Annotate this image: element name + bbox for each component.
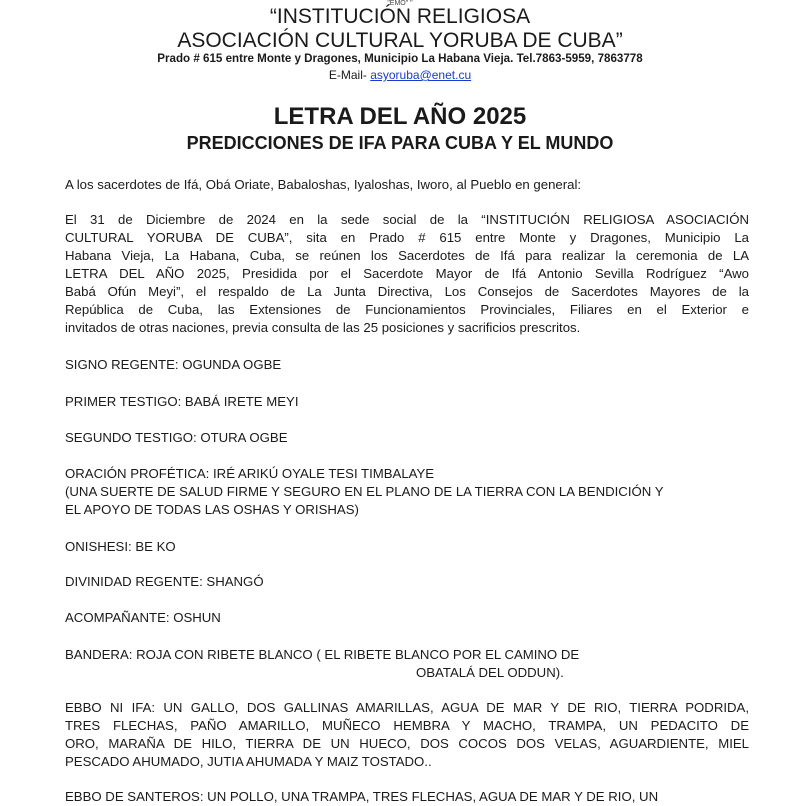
institution-name-line1: “INSTITUCIÓN RELIGIOSA bbox=[269, 5, 531, 28]
bandera: BANDERA: ROJA CON RIBETE BLANCO ( EL RIBETE BLANCO POR EL CAMINO DE bbox=[65, 647, 580, 662]
oracion-profetica: ORACIÓN PROFÉTICA: IRÉ ARIKÚ OYALE TESI TIMBALAYE bbox=[65, 466, 435, 481]
onishesi: ONISHESI: BE KO bbox=[65, 539, 176, 554]
intro-line: LETRA DEL AÑO 2025, Presidida por el Sacerdote Mayor de Ifá Antonio Sevilla Rodríguez “Awo bbox=[65, 266, 749, 281]
ebbo-ifa-line: TRES FLECHAS, PAÑO AMARILLO, MUÑECO HEMBRA Y MACHO, TRAMPA, UN PEDACITO DE bbox=[65, 718, 749, 733]
document-title: LETRA DEL AÑO 2025 bbox=[273, 103, 527, 130]
email-label: E-Mail- bbox=[328, 68, 367, 82]
oracion-translation-line2: EL APOYO DE TODAS LAS OSHAS Y ORISHAS) bbox=[65, 502, 359, 517]
intro-line: República de Cuba, las Extensiones de Funcionamientos Provinciales, Filiares en el Exterior e bbox=[65, 302, 749, 317]
header-top-mark: "EMO" " bbox=[387, 0, 413, 7]
institution-name-line2: ASOCIACIÓN CULTURAL YORUBA DE CUBA” bbox=[177, 29, 623, 52]
bandera-continuation: OBATALÁ DEL ODDUN). bbox=[416, 665, 564, 680]
oracion-translation-line1: (UNA SUERTE DE SALUD FIRME Y SEGURO EN EL PLANO DE LA TIERRA CON LA BENDICIÓN Y bbox=[65, 484, 664, 499]
ebbo-ifa-line: ORO, MARAÑA DE HILO, TIERRA DE UN HUECO, DOS COCOS DOS VELAS, AGUARDIENTE, MIEL bbox=[65, 736, 749, 751]
intro-line: El 31 de Diciembre de 2024 en la sede social de la “INSTITUCIÓN RELIGIOSA ASOCIACIÓN bbox=[65, 212, 749, 227]
acompanante: ACOMPAÑANTE: OSHUN bbox=[65, 610, 221, 625]
primer-testigo: PRIMER TESTIGO: BABÁ IRETE MEYI bbox=[65, 394, 299, 409]
greeting: A los sacerdotes de Ifá, Obá Oriate, Babaloshas, Iyaloshas, Iworo, al Pueblo en general: bbox=[65, 177, 582, 192]
intro-line: CULTURAL YORUBA DE CUBA”, sita en Prado # 615 entre Monte y Dragones, Municipio La bbox=[65, 230, 749, 245]
signo-regente: SIGNO REGENTE: OGUNDA OGBE bbox=[65, 357, 282, 372]
email-line bbox=[0, 68, 800, 82]
document-subtitle: PREDICCIONES DE IFA PARA CUBA Y EL MUNDO bbox=[186, 133, 614, 153]
email-link[interactable]: asyoruba@enet.cu bbox=[370, 68, 472, 82]
intro-line: Babá Ofún Meyi”, el respaldo de La Junta Directiva, Los Consejos de Sacerdotes Mayores de la bbox=[65, 284, 749, 299]
divinidad-regente: DIVINIDAD REGENTE: SHANGÓ bbox=[65, 574, 264, 589]
intro-paragraph bbox=[65, 211, 749, 337]
segundo-testigo: SEGUNDO TESTIGO: OTURA OGBE bbox=[65, 430, 288, 445]
ebbo-ifa-paragraph bbox=[65, 699, 749, 771]
intro-line: Habana Vieja, La Habana, Cuba, se reúnen los Sacerdotes de Ifá para realizar la ceremonia de LA bbox=[65, 248, 749, 263]
ebbo-ifa-line: EBBO NI IFA: UN GALLO, DOS GALLINAS AMARILLAS, AGUA DE MAR Y DE RIO, TIERRA PODRIDA, bbox=[65, 700, 749, 715]
intro-line: invitados de otras naciones, previa consulta de las 25 posiciones y sacrificios prescritos. bbox=[65, 320, 581, 335]
institution-address: Prado # 615 entre Monte y Dragones, Municipio La Habana Vieja. Tel.7863-5959, 7863778 bbox=[157, 52, 643, 65]
ebbo-ifa-line: PESCADO AHUMADO, JUTIA AHUMADA Y MAIZ TOSTADO.. bbox=[65, 754, 432, 769]
ebbo-santeros-line: EBBO DE SANTEROS: UN POLLO, UNA TRAMPA, TRES FLECHAS, AGUA DE MAR Y DE RIO, UN bbox=[65, 789, 659, 804]
